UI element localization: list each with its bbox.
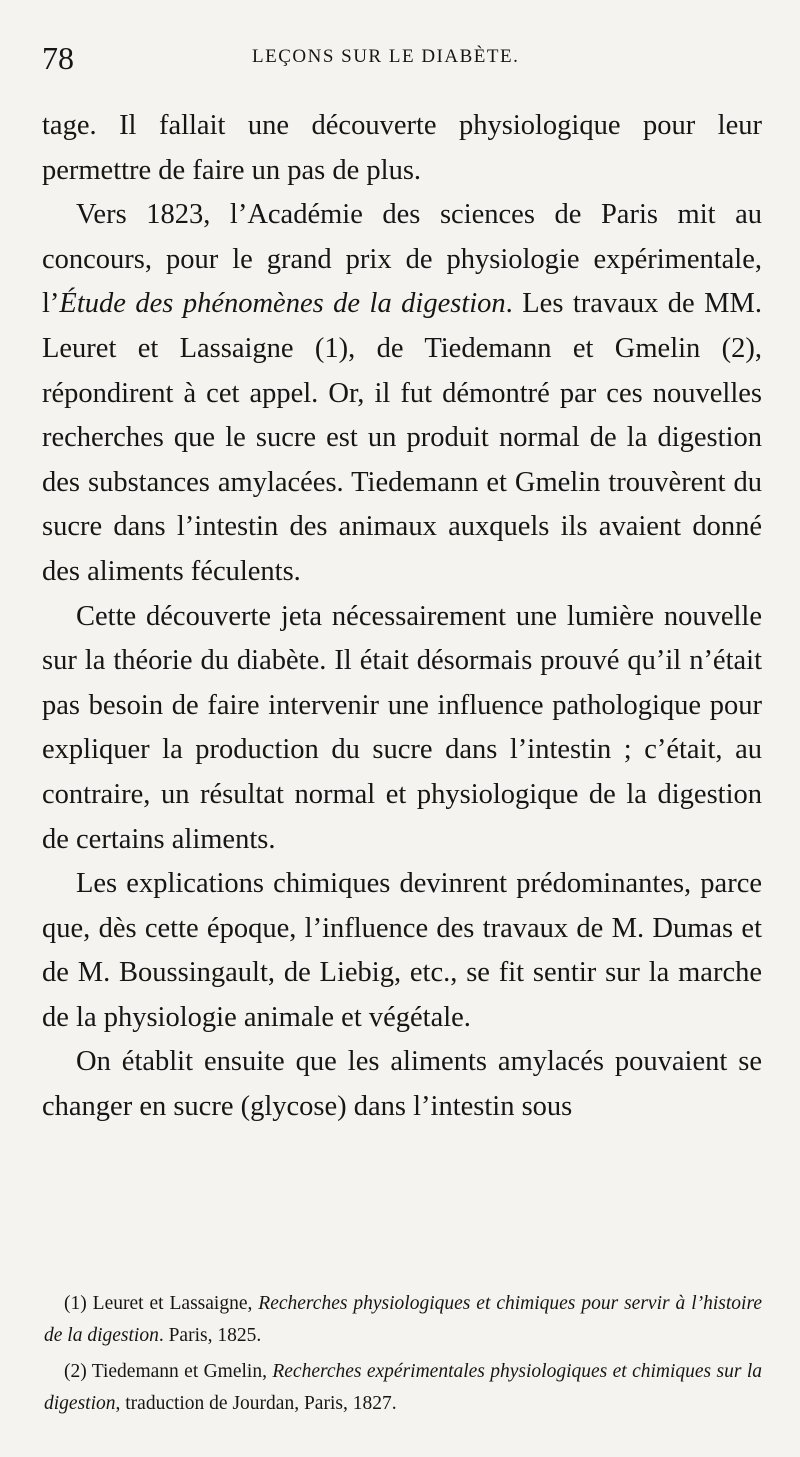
paragraph-5: On établit ensuite que les aliments amylacés pouvaient se changer en sucre (glycose) dans l’intestin sous: [42, 1046, 762, 1123]
footnote-2: [44, 1356, 762, 1420]
footnote-1-title: Recherches physiologiques et chimiques pour servir à l’histoire de la digestion: [44, 1293, 762, 1346]
footnote-1-imprint: . Paris, 1825.: [158, 1325, 262, 1346]
footnote-1-authors: (1) Leuret et Lassaigne,: [64, 1293, 259, 1314]
paragraph-1: tage. Il fallait une découverte physiologique pour leur permettre de faire un pas de plus.: [42, 110, 762, 186]
running-title: LEÇONS SUR LE DIABÈTE.: [252, 46, 520, 67]
footnote-2-title: Recherches expérimentales physiologiques et chimiques sur la digestion: [44, 1361, 762, 1414]
footnote-2-imprint: , traduction de Jourdan, Paris, 1827.: [115, 1393, 397, 1414]
paragraph-2-start: Vers 1823, l’Académie des sciences de Paris mit au concours, pour le grand prix de physiologie expérimentale, l’: [42, 199, 762, 320]
running-head: [42, 36, 762, 96]
body-text: [42, 104, 762, 1130]
paragraph-4: Les explications chimiques devinrent prédominantes, parce que, dès cette époque, l’influence des travaux de M. Dumas et de M. Boussingault, de Liebig, etc., se fit sentir sur la marche de la physiologie animale et végétale.: [42, 868, 762, 1033]
paragraph-2-end: . Les travaux de MM. Leuret et Lassaigne (1), de Tiedemann et Gmelin (2), répondirent à cet appel. Or, il fut démontré par ces nouvelles recherches que le sucre est un produit normal de la digestion des substances amylacées. Tiedemann et Gmelin trouvèrent du sucre dans l’intestin des animaux auxquels ils avaient donné des aliments féculents.: [42, 288, 762, 587]
page-number: 78: [42, 40, 74, 76]
footnote-1: [44, 1288, 762, 1352]
paragraph-3: Cette découverte jeta nécessairement une lumière nouvelle sur la théorie du diabète. Il était désormais prouvé qu’il n’était pas besoin de faire intervenir une influence pathologique pour expliquer la production du sucre dans l’intestin ; c’était, au contraire, un résultat normal et physiologique de la digestion de certains aliments.: [42, 600, 762, 855]
prize-title: Étude des phénomènes de la digestion: [59, 288, 506, 320]
footnote-2-authors: (2) Tiedemann et Gmelin,: [64, 1361, 273, 1382]
paragraph-2: [42, 193, 762, 594]
footnotes: [44, 1288, 762, 1424]
